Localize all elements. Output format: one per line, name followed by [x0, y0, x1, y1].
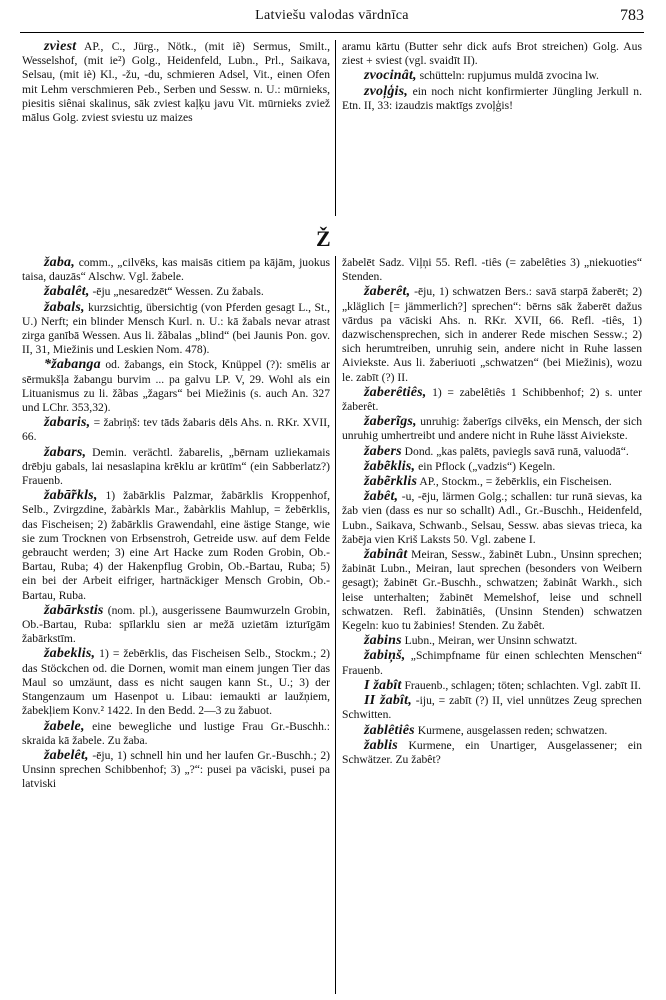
- page-header: [20, 6, 644, 33]
- dictionary-entry: [342, 386, 642, 414]
- dictionary-entry: [22, 720, 330, 748]
- entry-headword: *žabanga: [44, 357, 101, 373]
- column-bottom-right: [342, 256, 642, 768]
- dictionary-entry: [22, 647, 330, 718]
- entry-headword: žabars,: [44, 444, 87, 460]
- entry-definition: 1) = žebērklis, das Fischeisen Selb., Stockm.; 2) das Stöckchen od. die Dornen, womit man einem jungen Tier das Maul so umzäunt, dass es nicht saugen kann St., U.; 3) der Stangenzaum um Hasenpot u. Libau: iemaukti ar laužņiem, žabekļiem Konv.² 1422. In den Bedd. 2—3 zu žabuot.: [22, 647, 330, 718]
- dictionary-entry: [22, 416, 330, 444]
- entry-definition: Frauenb., schlagen; töten; schlachten. Vgl. zabīt II.: [401, 678, 641, 692]
- entry-definition: Lubn., Meiran, wer Unsinn schwatzt.: [401, 634, 578, 648]
- entry-headword: žabalêt,: [44, 284, 90, 300]
- entry-headword: žabārkstis: [44, 602, 104, 618]
- dictionary-entry: [342, 694, 642, 722]
- dictionary-entry: [22, 301, 330, 358]
- entry-definition: AP., Stockm., = žebērklis, ein Fischeisen.: [417, 475, 612, 489]
- page-number: 783: [620, 7, 644, 24]
- dictionary-entry: [22, 256, 330, 284]
- entry-definition: ein noch nicht konfirmierter Jüngling Jerkull n. Etn. II, 33: izaudzis maktīgs zvoļģis!: [342, 84, 642, 112]
- dictionary-entry: [22, 40, 330, 125]
- dictionary-entry: [22, 358, 330, 415]
- dictionary-entry: [342, 739, 642, 767]
- entry-headword: zvìest: [44, 39, 77, 54]
- entry-definition: -iju, = zabīt (?) II, viel unnützes Zeug sprechen Schwitten.: [342, 694, 642, 722]
- entry-definition: AP., C., Jürg., Nötk., (mit iẽ) Sermus, Smilt., Wesselshof, (mit ie²) Golg., Heidenfeld, Lubn., Prl., Saikava, Selsau, (mit iè) Kl., -žu, -du, schmieren Adsel, Vit., einen Ofen mit Lehm verschmieren Peb., Serben und Sessw. n. U.: mūrnieks, piesitis siênai skalinus, sāk zviest kaļķu javu Vit. mūrnieks zviež mālus Golg. zviest sviestu uz maizes: [22, 40, 330, 125]
- entry-definition: žabelēt Sadz. Viļņi 55. Refl. -tiês (= zabelêties 3) „niekuoties“ Stenden.: [342, 256, 642, 284]
- entry-headword: žabers: [364, 443, 402, 459]
- dictionary-entry: [22, 749, 330, 792]
- column-top-right: [342, 40, 642, 114]
- entry-definition: 1) = zabelêtiês 1 Schibbenhof; 2) s. unter žaberêt.: [342, 385, 642, 414]
- entry-definition: aramu kārtu (Butter sehr dick aufs Brot streichen) Golg. Aus ziest + sviest (vgl. svaidīt II).: [342, 40, 642, 68]
- dictionary-entry: [342, 69, 642, 83]
- entry-headword: žabelêt,: [44, 747, 89, 763]
- dictionary-entry: [342, 679, 642, 693]
- entry-headword: žabêt,: [364, 489, 399, 505]
- entry-headword: žabals,: [44, 299, 85, 315]
- entry-headword: žaba,: [44, 255, 75, 270]
- entry-definition: -u, -ēju, lärmen Golg.; schallen: tur runā sievas, ka žab vien (dass es nur so schallt) Adl., Gr.-Buschh., Heidenfeld, Lubn., Saikava, Schwanb., Selsau, Sessw. abas sievas trieca, ka žabēja vien Kriš Laksts 50. Vgl. zabene I.: [342, 490, 642, 546]
- entry-definition: od. žabangs, ein Stock, Knüppel (?): smēlis ar sērmukšļa žabangu burvim ... pa galvu LP. V, 29. Wohl als ein Lituanismus zu li. žãbas „žagars“ bei Miežinis (s. auch An. 327 und LChr. 353,32).: [22, 358, 330, 415]
- dictionary-entry: [342, 415, 642, 443]
- dictionary-entry: [342, 490, 642, 547]
- dictionary-entry: [342, 285, 642, 384]
- entry-headword: žabele,: [44, 718, 85, 734]
- column-top-left: [22, 40, 330, 126]
- entry-definition: unruhig: žaberīgs cilvēks, ein Mensch, der sich unruhig umhertreibt und andere nicht in Ruhe lässt Aiviekste.: [342, 415, 642, 443]
- entry-headword: žabaris,: [44, 415, 91, 431]
- entry-headword: žablêtiês: [364, 722, 415, 738]
- section-letter: Ž: [316, 226, 331, 251]
- entry-headword: zvoļģis,: [364, 83, 408, 99]
- dictionary-entry: [342, 649, 642, 677]
- dictionary-entry: [22, 285, 330, 299]
- column-divider-bottom: [335, 256, 336, 994]
- entry-definition: Meiran, Sessw., žabinēt Lubn., Unsinn sprechen; žabināt Lubn., Meiran, laut sprechen (besonders von Weibern gesagt); žabinēt Gr.-Buschh., schwatzen; žabinât Warkh., sich leise unterhalten; žabinēt Memelshof, leise und schnell schwatzen. Refl. žabinātiês, (Unsinn Stenden) schwatzen Kegeln: kuo tu žabinies! Stenden. Zu žabêt.: [342, 548, 642, 633]
- dictionary-entry: [342, 548, 642, 633]
- entry-definition: „Schimpfname für einen schlechten Menschen“ Frauenb.: [342, 649, 642, 677]
- entry-headword: žabẽrklis: [364, 474, 418, 490]
- dictionary-entry: [342, 40, 642, 68]
- entry-definition: Dond. „kas palēts, paviegls savā runā, valuodā“.: [401, 444, 629, 458]
- entry-definition: Demin. verächtl. žabarelis, „bērnam uzliekamais drēbju gabals, lai nesaslapina krēklu ar krūtīm“ (ein Sabberlatz?) Frauenb.: [22, 445, 330, 488]
- dictionary-entry: [342, 475, 642, 489]
- dictionary-entry: [342, 634, 642, 648]
- column-divider-top: [335, 40, 336, 216]
- entry-definition: -ēju, 1) schnell hin und her laufen Gr.-Buschh.; 2) Unsinn sprechen Schibbenhof; 3) „?“: pusei pa vāciski, pusei pa latviski: [22, 748, 330, 791]
- entry-headword: žaberêt,: [364, 284, 411, 300]
- entry-definition: 1) žabārklis Palzmar, žabārklis Kroppenhof, Selb., Zvirgzdine, žabàrkls Mar., žabàrklis Mahlup, = žebērklis, das Fischeisen; 2) žabārklis Grawendahl, eine ästige Stange, wie sie zum Trocknen von Erbsenstroh, Getreide usw. auf dem Felde gebraucht werden; 3) eine Art Hacke zum Roden Grobin, Ob.-Bartau, Ruba; 4) der Hakenpflug Grobin, Ob.-Bartau, Ruba; 5) ein bei der Arbeit eifriger, hartnäckiger Mensch Grobin, Ob.-Bartau, Ruba.: [22, 489, 330, 602]
- entry-headword: žablis: [364, 737, 398, 753]
- dictionary-entry: [342, 256, 642, 284]
- entry-headword: žabinât: [364, 547, 408, 563]
- entry-headword: žabẽklis,: [364, 458, 416, 474]
- running-title: Latviešu valodas vārdnīca: [255, 8, 409, 23]
- entry-headword: I žabît: [364, 677, 402, 693]
- entry-definition: eine bewegliche und lustige Frau Gr.-Buschh.: skraida kā žabele. Zu žaba.: [22, 719, 330, 747]
- entry-definition: schütteln: rupjumus muldā zvocina lw.: [416, 69, 599, 83]
- entry-headword: žabā̃rkls,: [44, 488, 98, 504]
- entry-headword: žabiņš,: [364, 648, 406, 664]
- entry-definition: -ēju, 1) schwatzen Bers.: savā starpā žaberēt; 2) „kläglich [= jämmerlich?] sprechen“: bērns sāk žaberēt dažus vārdus pa vāciski Ahs. n. RKr. XVII, 66. Refl. -tiês, 1) dazwischensprechen, sich in anderer Rede mischen Sessw.; 2) sich herumtreiben, unruhig sein, andere nicht in Ruhe lassen Aiviekste. Aus li. žaberiuoti „schwatzen“ (bei Miežinis), wozu le. zabīt (?) II.: [342, 285, 642, 384]
- entry-definition: Kurmene, ein Unartiger, Ausgelassener; ein Schwätzer. Zu žabêt?: [342, 738, 642, 766]
- entry-headword: žabeklis,: [44, 646, 96, 662]
- entry-headword: žabins: [364, 633, 402, 649]
- entry-headword: II žabît,: [364, 693, 412, 709]
- column-bottom-left: [22, 256, 330, 793]
- entry-definition: (nom. pl.), ausgerissene Baumwurzeln Grobin, Ob.-Bartau, Ruba: spīlarklu sien ar mežā uzietām izturīgām žabārkstīm.: [22, 603, 330, 646]
- dictionary-entry: [22, 489, 330, 603]
- entry-definition: ein Pflock („vadzis“) Kegeln.: [415, 459, 556, 473]
- entry-headword: zvocinât,: [364, 68, 417, 84]
- dictionary-entry: [342, 85, 642, 113]
- dictionary-entry: [342, 460, 642, 474]
- dictionary-entry: [342, 724, 642, 738]
- dictionary-entry: [342, 445, 642, 459]
- entry-definition: -ēju „nesaredzēt“ Wessen. Zu žabals.: [89, 285, 264, 299]
- entry-definition: = žabriņš: tev tāds žabaris dēls Ahs. n. RKr. XVII, 66.: [22, 416, 330, 444]
- entry-headword: žaberĩgs,: [364, 414, 417, 430]
- entry-definition: comm., „cilvēks, kas maisās citiem pa kājām, juokus taisa, dauzās“ Alschw. Vgl. žabele.: [22, 256, 330, 284]
- entry-headword: žaberêtiês,: [364, 384, 427, 400]
- entry-definition: kurzsichtig, übersichtig (von Pferden gesagt L., St., U.) Nerft; ein blinder Mensch Kurl. n. U.: kā žabals nevar atrast zirga ganībā Wessen. Aus li. žãbalas „blind“ (bei Jaunis Pon. gov. II, 31, Miežinis und Leskien Nom. 478).: [22, 300, 330, 357]
- entry-definition: Kurmene, ausgelassen reden; schwatzen.: [414, 723, 608, 737]
- dictionary-entry: [22, 604, 330, 647]
- dictionary-entry: [22, 446, 330, 489]
